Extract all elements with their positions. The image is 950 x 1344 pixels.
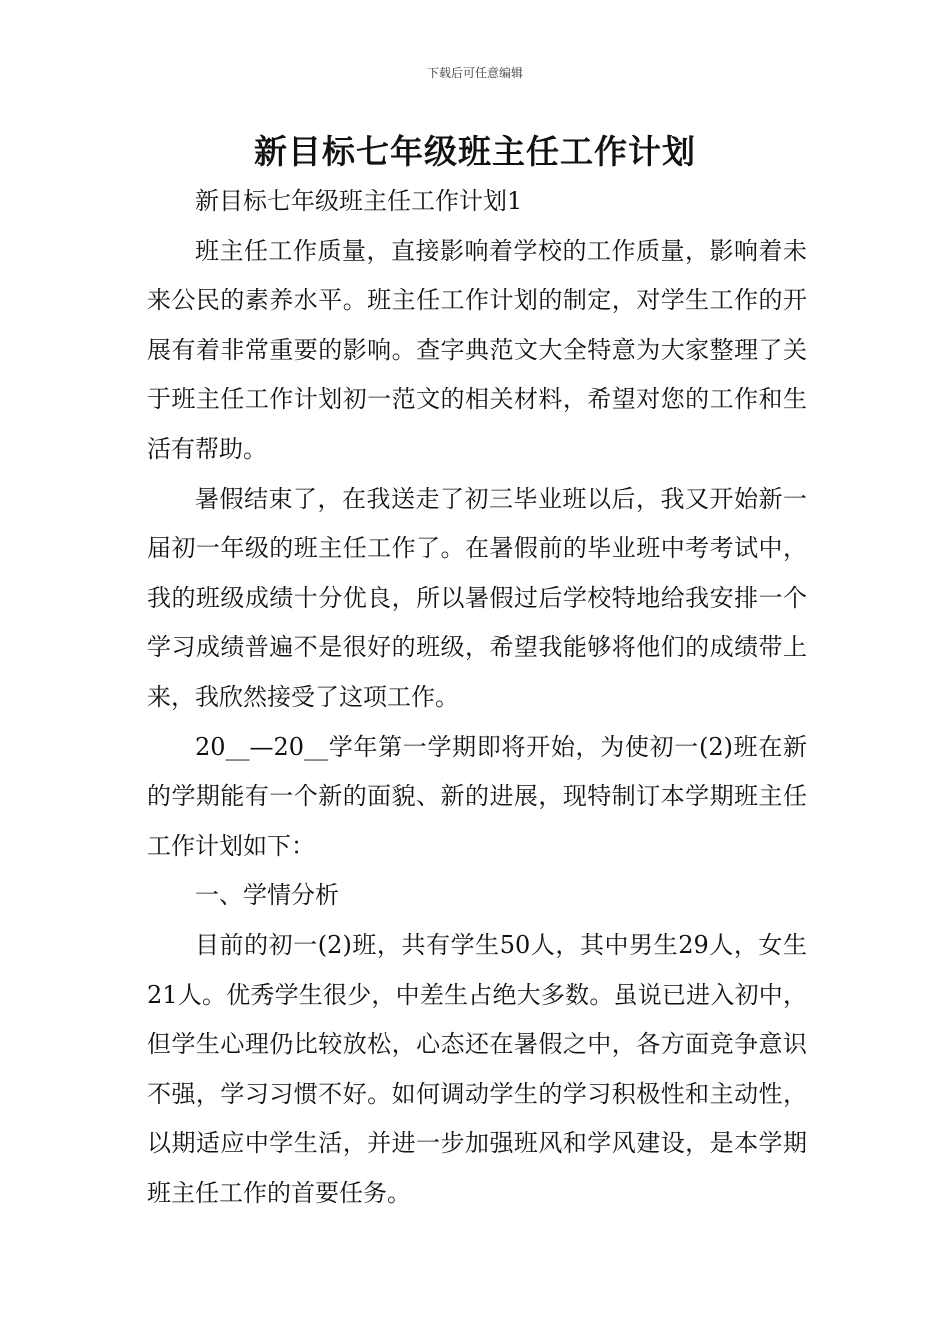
header-note: 下载后可任意编辑: [426, 66, 523, 80]
document-subtitle: 新目标七年级班主任工作计划1: [195, 187, 523, 215]
paragraph-analysis: 目前的初一(2)班，共有学生50人，其中男生29人，女生21人。优秀学生很少，中差生占绝大多数。虽说已进入初中，但学生心理仍比较放松，心态还在暑假之中，各方面竞争意识不强，学习习惯不好。如何调动学生的学习积极性和主动性，以期适应中学生活，并进一步加强班风和学风建设，是本学期班主任工作的首要任务。: [147, 930, 807, 1207]
document-body: [147, 177, 807, 1218]
paragraph-intro: 班主任工作质量，直接影响着学校的工作质量，影响着未来公民的素养水平。班主任工作计划的制定，对学生工作的开展有着非常重要的影响。查字典范文大全特意为大家整理了关于班主任工作计划初一范文的相关材料，希望对您的工作和生活有帮助。: [147, 236, 807, 463]
section-heading-analysis: 一、学情分析: [195, 881, 339, 910]
paragraph-background: 暑假结束了，在我送走了初三毕业班以后，我又开始新一届初一年级的班主任工作了。在暑假前的毕业班中考考试中，我的班级成绩十分优良，所以暑假过后学校特地给我安排一个学习成绩普遍不是很好的班级，希望我能够将他们的成绩带上来，我欣然接受了这项工作。: [147, 484, 807, 711]
paragraph-purpose: 20__—20__学年第一学期即将开始，为使初一(2)班在新的学期能有一个新的面貌、新的进展，现特制订本学期班主任工作计划如下：: [147, 732, 807, 860]
document-title: 新目标七年级班主任工作计划: [254, 132, 696, 171]
